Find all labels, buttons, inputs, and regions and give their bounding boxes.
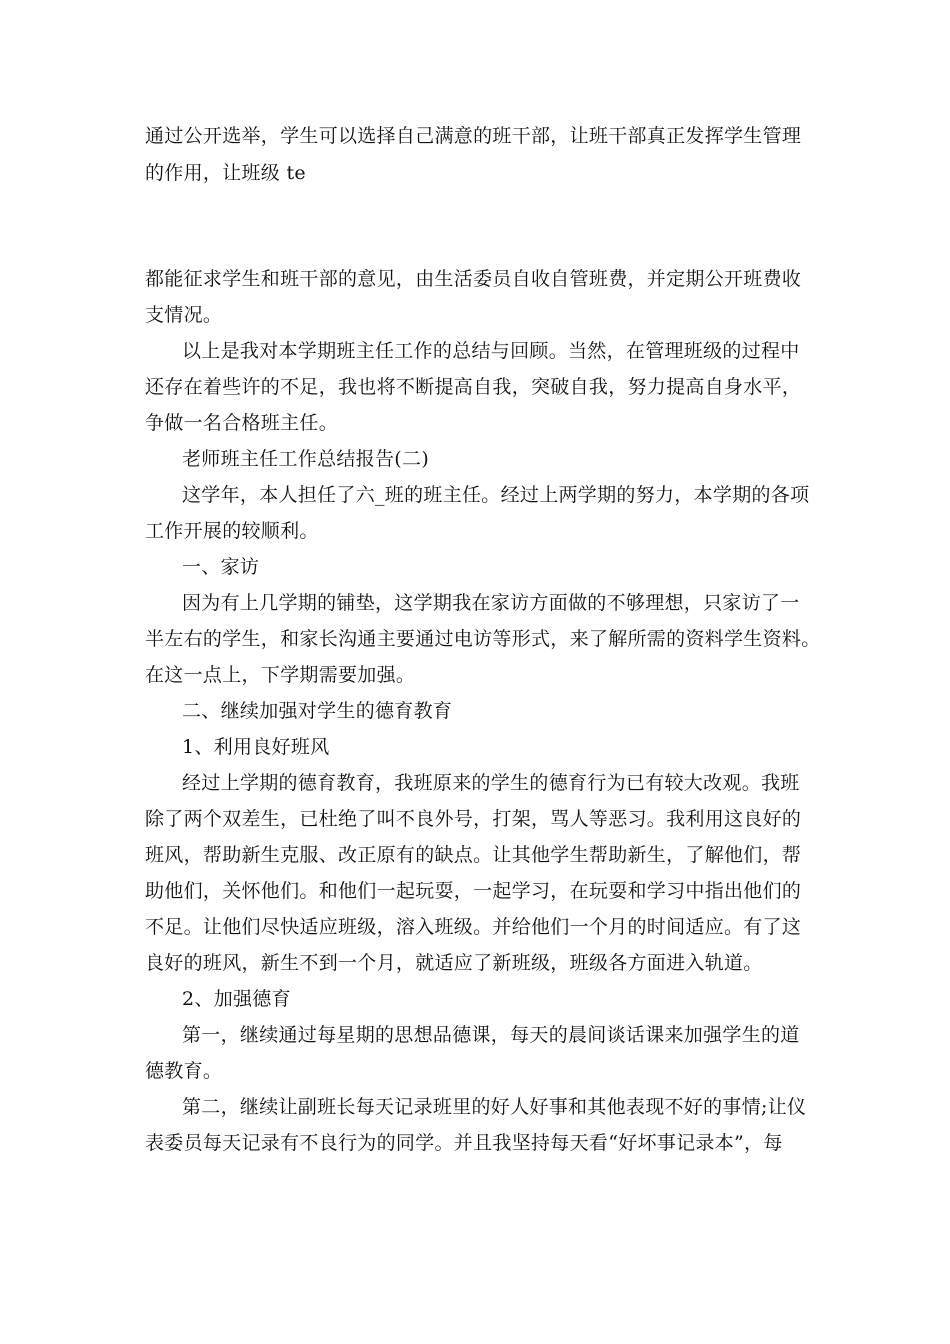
text-line: 争做一名合格班主任。 xyxy=(145,412,339,434)
section-title: 老师班主任工作总结报告(二) xyxy=(182,448,430,470)
subheading: 1、利用良好班风 xyxy=(182,736,330,758)
text-line: 除了两个双差生，已杜绝了叫不良外号，打架，骂人等恶习。我利用这良好的 xyxy=(145,808,802,830)
text-line: 半左右的学生，和家长沟通主要通过电访等形式，来了解所需的资料学生资料。 xyxy=(145,628,821,650)
text-line: 良好的班风，新生不到一个月，就适应了新班级，班级各方面进入轨道。 xyxy=(145,952,763,974)
heading: 二、继续加强对学生的德育教育 xyxy=(182,700,453,722)
text-line: 这学年，本人担任了六_班的班主任。经过上两学期的努力，本学期的各项 xyxy=(182,484,810,506)
text-line: 都能征求学生和班干部的意见，由生活委员自收自管班费，并定期公开班费收 xyxy=(145,268,802,290)
text-line: 助他们，关怀他们。和他们一起玩耍，一起学习，在玩耍和学习中指出他们的 xyxy=(145,880,802,902)
text-line: 班风，帮助新生克服、改正原有的缺点。让其他学生帮助新生，了解他们，帮 xyxy=(145,844,802,866)
text-line: 通过公开选举，学生可以选择自己满意的班干部，让班干部真正发挥学生管理 xyxy=(145,125,802,147)
text-line: 在这一点上，下学期需要加强。 xyxy=(145,664,416,686)
text-line: 德教育。 xyxy=(145,1060,223,1082)
heading: 一、家访 xyxy=(182,556,260,578)
text-line: 的作用，让班级 te xyxy=(145,162,306,184)
text-line: 还存在着些许的不足，我也将不断提高自我，突破自我，努力提高自身水平， xyxy=(145,376,802,398)
text-line: 第二，继续让副班长每天记录班里的好人好事和其他表现不好的事情;让仪 xyxy=(182,1096,807,1118)
text-line: 经过上学期的德育教育，我班原来的学生的德育行为已有较大改观。我班 xyxy=(182,772,800,794)
text-line: 表委员每天记录有不良行为的同学。并且我坚持每天看“好坏事记录本”，每 xyxy=(145,1132,783,1154)
text-line: 支情况。 xyxy=(145,304,223,326)
text-line: 因为有上几学期的铺垫，这学期我在家访方面做的不够理想，只家访了一 xyxy=(182,592,800,614)
text-line: 第一，继续通过每星期的思想品德课，每天的晨间谈话课来加强学生的道 xyxy=(182,1024,800,1046)
subheading: 2、加强德育 xyxy=(182,988,291,1010)
text-line: 不足。让他们尽快适应班级，溶入班级。并给他们一个月的时间适应。有了这 xyxy=(145,916,802,938)
text-line: 以上是我对本学期班主任工作的总结与回顾。当然，在管理班级的过程中 xyxy=(182,340,800,362)
text-line: 工作开展的较顺利。 xyxy=(145,520,319,542)
